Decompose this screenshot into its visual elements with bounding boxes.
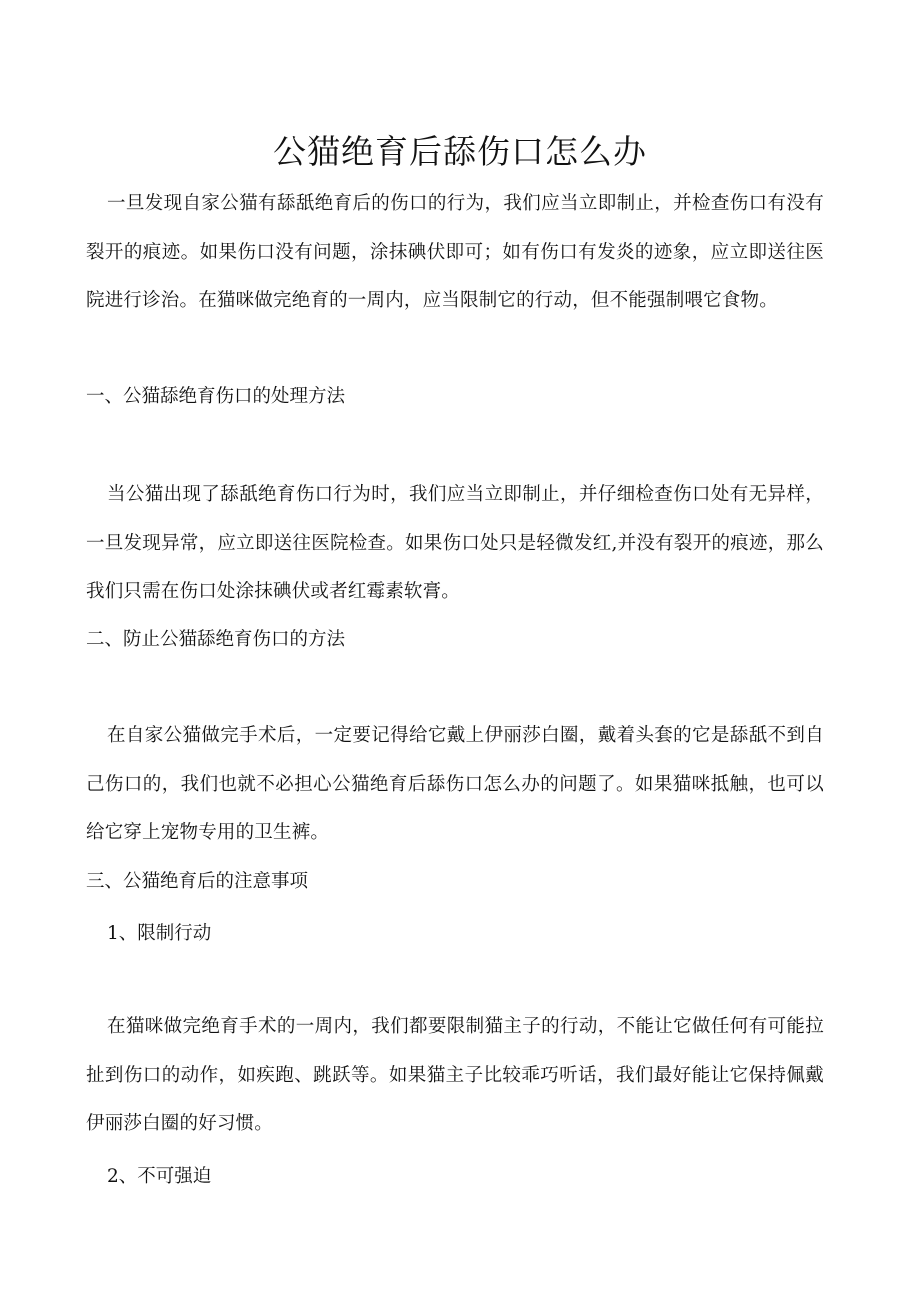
section-3-item-1-paragraph: 在猫咪做完绝育手术的一周内，我们都要限制猫主子的行动，不能让它做任何有可能拉扯到伤口的动作，如疾跑、跳跃等。如果猫主子比较乖巧听话，我们最好能让它保持佩戴伊丽莎白圈的好习惯。 [86,1016,824,1134]
section-2-paragraph: 在自家公猫做完手术后，一定要记得给它戴上伊丽莎白圈，戴着头套的它是舔舐不到自己伤口的，我们也就不必担心公猫绝育后舔伤口怎么办的问题了。如果猫咪抵触，也可以给它穿上宠物专用的卫生裤。 [86,725,824,843]
section-3-item-2-heading: 2、不可强迫 [107,1166,212,1187]
intro-paragraph: 一旦发现自家公猫有舔舐绝育后的伤口的行为，我们应当立即制止，并检查伤口有没有裂开的痕迹。如果伤口没有问题，涂抹碘伏即可；如有伤口有发炎的迹象，应立即送往医院进行诊治。在猫咪做完绝育的一周内，应当限制它的行动，但不能强制喂它食物。 [86,193,824,311]
section-3-item-1-heading: 1、限制行动 [107,923,212,944]
document-title: 公猫绝育后舔伤口怎么办 [273,132,647,171]
section-1-paragraph: 当公猫出现了舔舐绝育伤口行为时，我们应当立即制止，并仔细检查伤口处有无异样，一旦发现异常，应立即送往医院检查。如果伤口处只是轻微发红,并没有裂开的痕迹，那么我们只需在伤口处涂抹碘伏或者红霉素软膏。 [86,484,824,602]
section-1-heading: 一、公猫舔绝育伤口的处理方法 [86,386,346,407]
section-3-heading: 三、公猫绝育后的注意事项 [86,871,309,892]
section-2-heading: 二、防止公猫舔绝育伤口的方法 [86,629,346,650]
